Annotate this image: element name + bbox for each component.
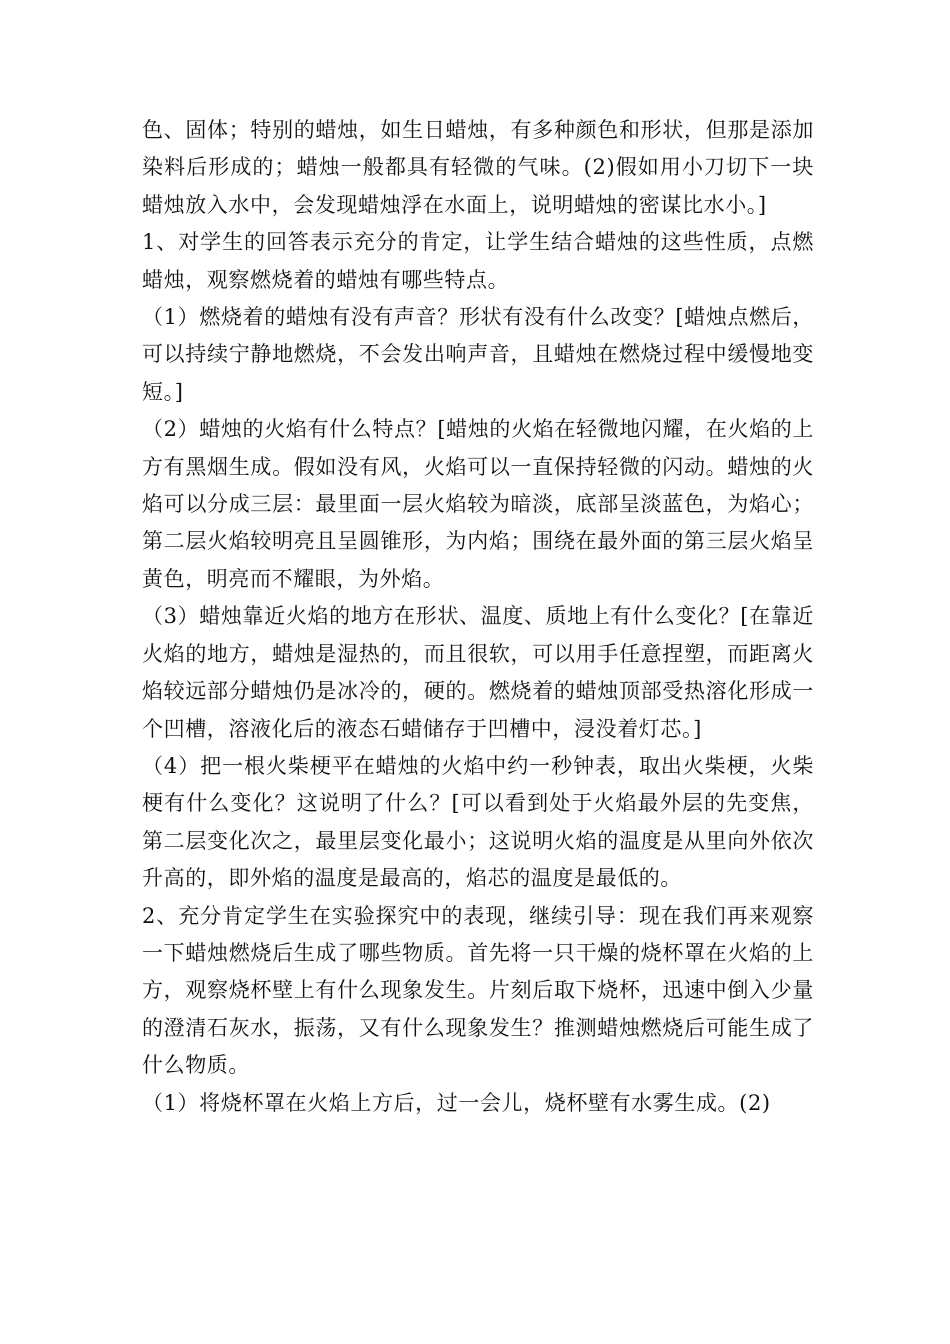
paragraph-candle-properties-continued: 色、固体；特别的蜡烛，如生日蜡烛，有多种颜色和形状，但那是添加染料后形成的；蜡烛一般都具有轻微的气味。(2)假如用小刀切下一块蜡烛放入水中，会发现蜡烛浮在水面上，说明蜡烛的密谋比水小。] <box>142 118 814 217</box>
paragraph-question-4: （4）把一根火柴梗平在蜡烛的火焰中约一秒钟表，取出火柴梗，火柴梗有什么变化？这说明了什么？[可以看到处于火焰最外层的先变焦，第二层变化次之，最里层变化最小；这说明火焰的温度是从里向外依次升高的，即外焰的温度是最高的，焰芯的温度是最低的。 <box>142 753 814 891</box>
paragraph-question-2: （2）蜡烛的火焰有什么特点？[蜡烛的火焰在轻微地闪耀，在火焰的上方有黑烟生成。假如没有风，火焰可以一直保持轻微的闪动。蜡烛的火焰可以分成三层：最里面一层火焰较为暗淡，底部呈淡蓝色，为焰心；第二层火焰较明亮且呈圆锥形，为内焰；围绕在最外面的第三层火焰呈黄色，明亮而不耀眼，为外焰。 <box>142 417 814 591</box>
paragraph-step-2: 2、充分肯定学生在实验探究中的表现，继续引导：现在我们再来观察一下蜡烛燃烧后生成了哪些物质。首先将一只干燥的烧杯罩在火焰的上方，观察烧杯壁上有什么现象发生。片刻后取下烧杯，迅速中倒入少量的澄清石灰水，振荡，又有什么现象发生？推测蜡烛燃烧后可能生成了什么物质。 <box>142 903 814 1078</box>
paragraph-question-1: （1）燃烧着的蜡烛有没有声音？形状有没有什么改变？[蜡烛点燃后，可以持续宁静地燃烧，不会发出响声音，且蜡烛在燃烧过程中缓慢地变短。] <box>142 305 814 404</box>
document-body <box>142 112 814 1122</box>
paragraph-question-3: （3）蜡烛靠近火焰的地方在形状、温度、质地上有什么变化？[在靠近火焰的地方，蜡烛是湿热的，而且很软，可以用手任意捏塑，而距离火焰较远部分蜡烛仍是冰冷的，硬的。燃烧着的蜡烛顶部受热溶化形成一个凹槽，溶液化后的液态石蜡储存于凹槽中，浸没着灯芯。] <box>142 604 814 741</box>
paragraph-step-1: 1、对学生的回答表示充分的肯定，让学生结合蜡烛的这些性质，点燃蜡烛，观察燃烧着的蜡烛有哪些特点。 <box>142 230 814 292</box>
paragraph-observation-1: （1）将烧杯罩在火焰上方后，过一会儿，烧杯壁有水雾生成。(2) <box>142 1090 771 1115</box>
